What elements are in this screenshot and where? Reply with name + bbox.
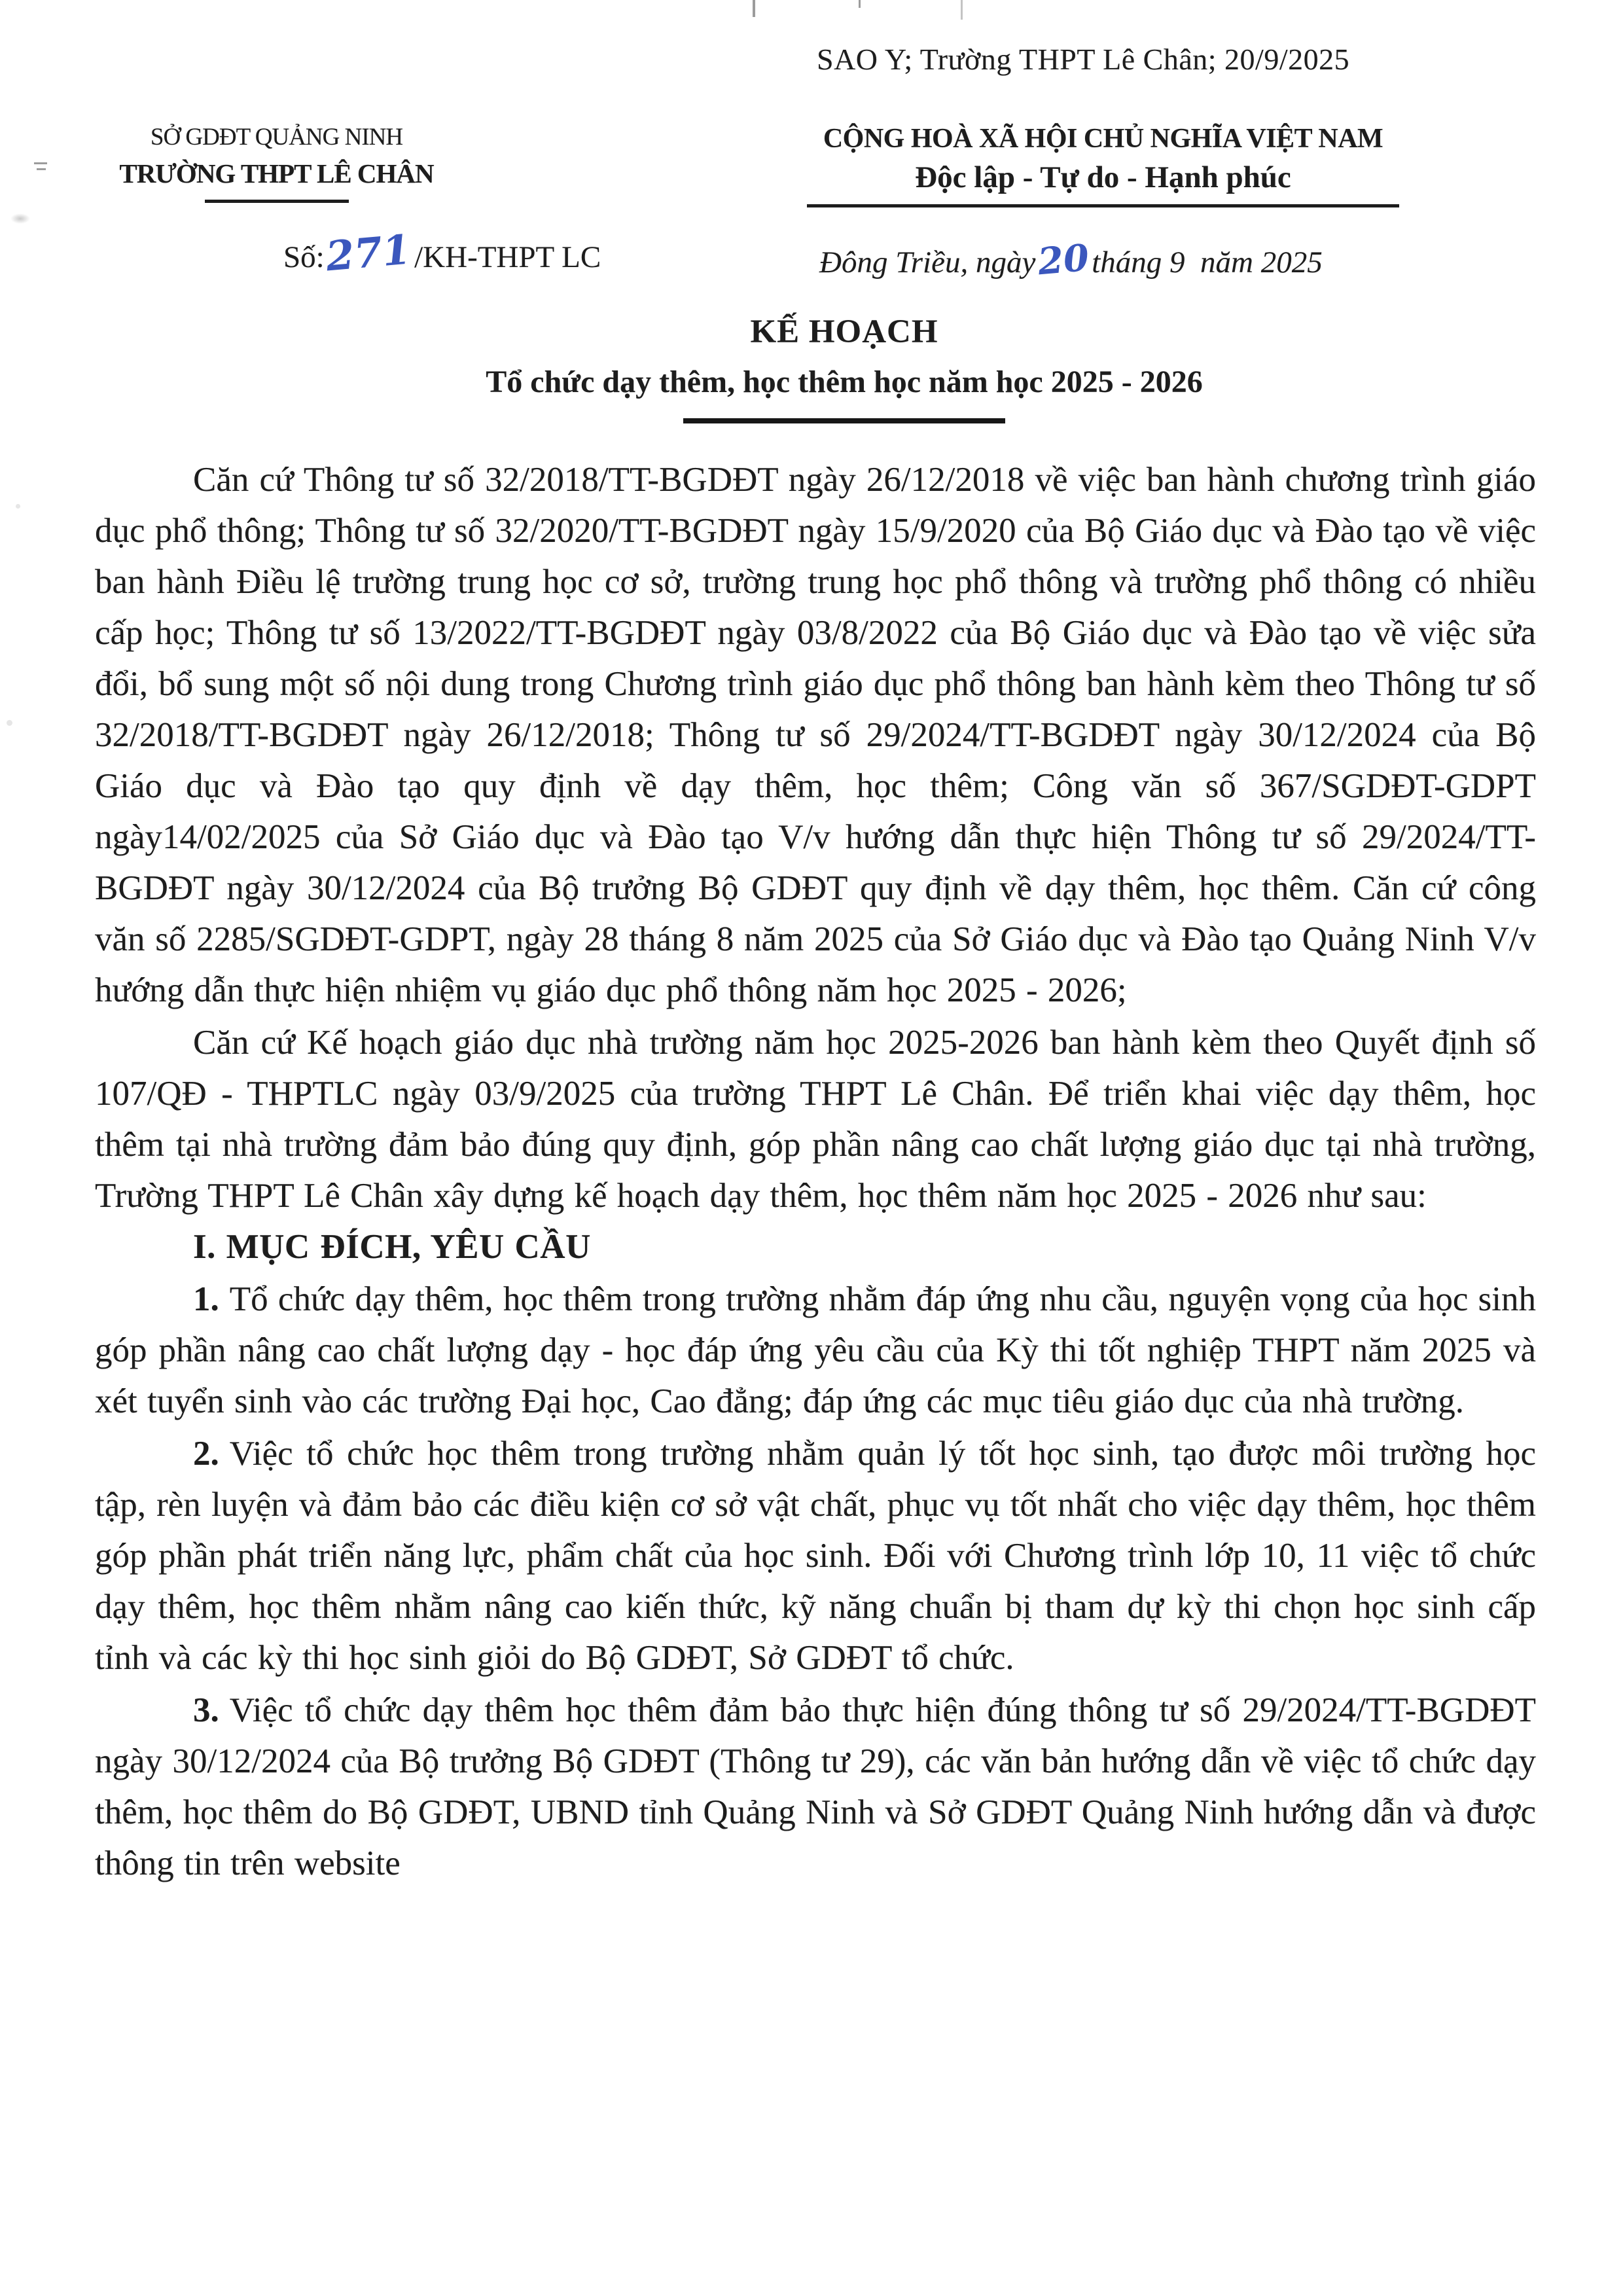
doc-no-handwritten: 271	[323, 225, 413, 281]
item-3-text: Việc tổ chức dạy thêm học thêm đảm bảo thực hiện đúng thông tư số 29/2024/TT-BGDĐT ngày 30/12/2024 của Bộ trưởng Bộ GDĐT (Thông tư 29), các văn bản hướng dẫn về việc tổ chức dạy thêm, học thêm do Bộ GDĐT, UBND tỉnh Quảng Ninh và Sở GDĐT Quảng Ninh hướng dẫn và được thông tin trên website	[95, 1691, 1536, 1882]
document-body	[95, 454, 1536, 1889]
doc-no-suffix: /KH-THPT LC	[414, 240, 601, 274]
school-name: TRƯỜNG THPT LÊ CHÂN	[119, 158, 434, 188]
scan-artifact	[859, 0, 861, 8]
national-line2: Độc lập - Tự do - Hạnh phúc	[915, 160, 1291, 194]
item-3-number: 3.	[193, 1691, 219, 1729]
scan-artifact	[16, 504, 20, 509]
section-1-item-2	[95, 1428, 1536, 1683]
document-subtitle: Tổ chức dạy thêm, học thêm học năm học 2025 - 2026	[486, 365, 1203, 399]
document-type-title: KẾ HOẠCH	[750, 314, 938, 350]
section-1-heading: I. MỤC ĐÍCH, YÊU CẦU	[193, 1228, 591, 1266]
place-date-line	[819, 236, 1323, 284]
header-left-rule	[205, 200, 349, 203]
section-1-item-1	[95, 1274, 1536, 1427]
scan-artifact	[34, 162, 47, 164]
scan-artifact	[10, 213, 30, 224]
header-issuing-org	[98, 123, 455, 203]
scan-artifact	[753, 0, 755, 17]
dateline-prefix: Đông Triều, ngày	[819, 245, 1036, 279]
item-2-number: 2.	[193, 1435, 219, 1473]
header-right-rule	[807, 204, 1399, 207]
header-national-motto	[699, 123, 1507, 207]
scan-artifact	[37, 168, 46, 170]
document-number-line	[283, 225, 601, 281]
item-2-text: Việc tổ chức học thêm trong trường nhằm quản lý tốt học sinh, tạo được môi trường học tập, rèn luyện và đảm bảo các điều kiện cơ sở vật chất, phục vụ tốt nhất cho việc dạy thêm, học thêm góp phần phát triển năng lực, phẩm chất của học sinh. Đối với Chương trình lớp 10, 11 việc tổ chức dạy thêm, học thêm nhằm nâng cao kiến thức, kỹ năng chuẩn bị tham dự kỳ thi chọn học sinh cấp tỉnh và các kỳ thi học sinh giỏi do Bộ GDĐT, Sở GDĐT tổ chức.	[95, 1435, 1536, 1677]
dateline-day-handwritten: 20	[1036, 236, 1091, 284]
doc-no-prefix: Số:	[283, 240, 325, 274]
item-1-text: Tổ chức dạy thêm, học thêm trong trường nhằm đáp ứng nhu cầu, nguyện vọng của học sinh góp phần nâng cao chất lượng dạy - học đáp ứng yêu cầu của Kỳ thi tốt nghiệp THPT năm 2025 và xét tuyển sinh vào các trường Đại học, Cao đẳng; đáp ứng các mục tiêu giáo dục của nhà trường.	[95, 1280, 1536, 1420]
section-1-item-3	[95, 1685, 1536, 1889]
legal-basis-paragraph-2: Căn cứ Kế hoạch giáo dục nhà trường năm học 2025-2026 ban hành kèm theo Quyết định số 107/QĐ - THPTLC ngày 03/9/2025 của trường THPT Lê Chân. Để triển khai việc dạy thêm, học thêm tại nhà trường đảm bảo đúng quy định, góp phần nâng cao chất lượng giáo dục tại nhà trường, Trường THPT Lê Chân xây dựng kế hoạch dạy thêm, học thêm năm học 2025 - 2026 như sau:	[95, 1024, 1536, 1215]
scan-artifact	[7, 720, 12, 726]
document-title-block	[98, 313, 1590, 423]
legal-basis-paragraph-1: Căn cứ Thông tư số 32/2018/TT-BGDĐT ngày 26/12/2018 về việc ban hành chương trình giáo dục phổ thông; Thông tư số 32/2020/TT-BGDĐT ngày 15/9/2020 của Bộ Giáo dục và Đào tạo về việc ban hành Điều lệ trường trung học cơ sở, trường trung học phổ thông và trường phổ thông có nhiều cấp học; Thông tư số 13/2022/TT-BGDĐT ngày 03/8/2022 của Bộ Giáo dục và Đào tạo về việc sửa đổi, bổ sung một số nội dung trong Chương trình giáo dục phổ thông ban hành kèm theo Thông tư số 32/2018/TT-BGDĐT ngày 26/12/2018; Thông tư số 29/2024/TT-BGDĐT ngày 30/12/2024 của Bộ Giáo dục và Đào tạo quy định về dạy thêm, học thêm; Công văn số 367/SGDĐT-GDPT ngày14/02/2025 của Sở Giáo dục và Đào tạo V/v hướng dẫn thực hiện Thông tư số 29/2024/TT-BGDĐT ngày 30/12/2024 của Bộ trưởng Bộ GDĐT quy định về dạy thêm, học thêm. Căn cứ công văn số 2285/SGDĐT-GDPT, ngày 28 tháng 8 năm 2025 của Sở Giáo dục và Đào tạo Quảng Ninh V/v hướng dẫn thực hiện nhiệm vụ giáo dục phổ thông năm học 2025 - 2026;	[95, 461, 1536, 1009]
item-1-number: 1.	[193, 1280, 219, 1318]
scan-artifact	[961, 0, 963, 20]
title-rule	[683, 418, 1005, 423]
certified-copy-stamp: SAO Y; Trường THPT Lê Chân; 20/9/2025	[817, 43, 1350, 76]
national-line1: CỘNG HOÀ XÃ HỘI CHỦ NGHĨA VIỆT NAM	[823, 124, 1383, 154]
dateline-suffix: tháng 9 năm 2025	[1092, 245, 1323, 279]
department-name: SỞ GDĐT QUẢNG NINH	[150, 124, 403, 151]
